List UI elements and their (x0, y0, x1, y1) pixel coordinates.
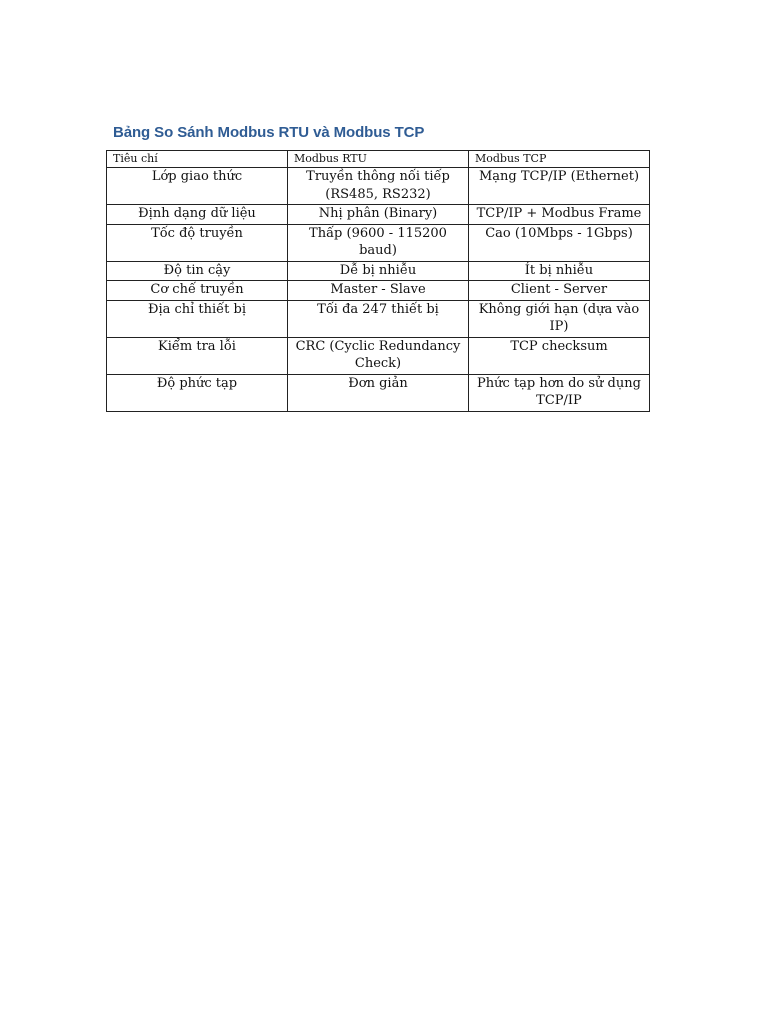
table-cell-criteria: Kiểm tra lỗi (107, 337, 288, 374)
column-header-criteria: Tiêu chí (107, 151, 288, 168)
table-cell-criteria: Độ tin cậy (107, 261, 288, 281)
table-row (107, 224, 650, 261)
table-cell-criteria: Tốc độ truyền (107, 224, 288, 261)
table-cell-modbus-tcp: Phức tạp hơn do sử dụng TCP/IP (469, 374, 650, 411)
table-cell-modbus-rtu: Master - Slave (288, 281, 469, 301)
table-cell-modbus-tcp: Ít bị nhiễu (469, 261, 650, 281)
table-row (107, 168, 650, 205)
table-row (107, 261, 650, 281)
table-cell-modbus-rtu: CRC (Cyclic Redundancy Check) (288, 337, 469, 374)
table-cell-modbus-rtu: Truyền thông nối tiếp (RS485, RS232) (288, 168, 469, 205)
table-row (107, 300, 650, 337)
column-header-modbus-tcp: Modbus TCP (469, 151, 650, 168)
document-title: Bảng So Sánh Modbus RTU và Modbus TCP (113, 124, 425, 141)
table-cell-modbus-tcp: Client - Server (469, 281, 650, 301)
table-row (107, 281, 650, 301)
table-cell-modbus-rtu: Thấp (9600 - 115200 baud) (288, 224, 469, 261)
table-cell-criteria: Cơ chế truyền (107, 281, 288, 301)
table-row (107, 205, 650, 225)
table-cell-criteria: Lớp giao thức (107, 168, 288, 205)
table-cell-modbus-tcp: Cao (10Mbps - 1Gbps) (469, 224, 650, 261)
table-cell-criteria: Độ phức tạp (107, 374, 288, 411)
comparison-table (106, 150, 650, 412)
table-header-row (107, 151, 650, 168)
table-row (107, 374, 650, 411)
table-cell-criteria: Định dạng dữ liệu (107, 205, 288, 225)
table-row (107, 337, 650, 374)
table-cell-modbus-rtu: Đơn giản (288, 374, 469, 411)
table-cell-modbus-tcp: TCP checksum (469, 337, 650, 374)
table-cell-modbus-tcp: Mạng TCP/IP (Ethernet) (469, 168, 650, 205)
table-cell-modbus-rtu: Nhị phân (Binary) (288, 205, 469, 225)
table-cell-modbus-rtu: Tối đa 247 thiết bị (288, 300, 469, 337)
table-cell-modbus-rtu: Dễ bị nhiễu (288, 261, 469, 281)
column-header-modbus-rtu: Modbus RTU (288, 151, 469, 168)
table-cell-criteria: Địa chỉ thiết bị (107, 300, 288, 337)
table-cell-modbus-tcp: Không giới hạn (dựa vào IP) (469, 300, 650, 337)
table-cell-modbus-tcp: TCP/IP + Modbus Frame (469, 205, 650, 225)
